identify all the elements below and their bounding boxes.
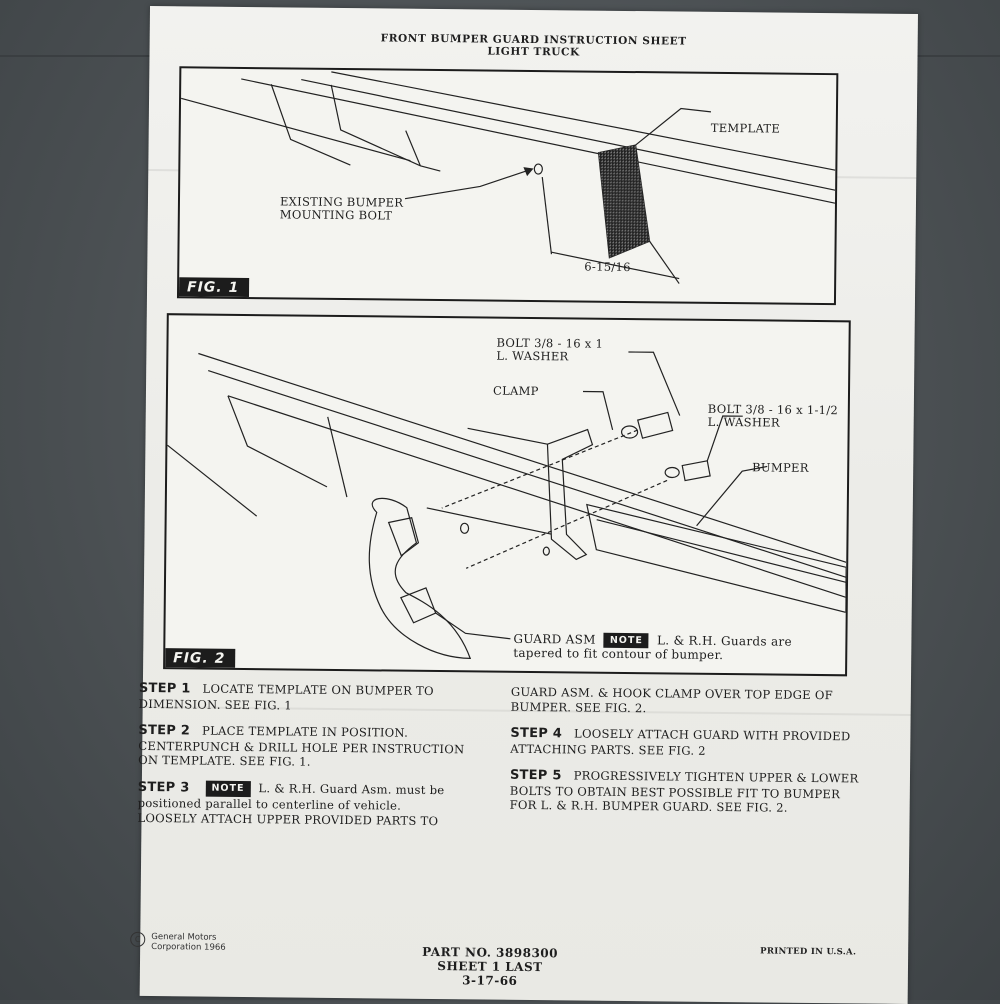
step-1-label: STEP 1 [138,680,191,697]
step-3-label: STEP 3 [137,779,190,795]
revision-date: 3-17-66 [462,973,518,988]
guard-note-line-2: tapered to fit contour of bumper. [513,645,724,663]
clamp-label: CLAMP [492,383,539,399]
part-number: PART NO. 3898300 [422,944,559,961]
step-2-label: STEP 2 [138,722,191,739]
copyright-icon: C [130,932,145,947]
guard-note-line-1: L. & R.H. Guards are [656,633,792,649]
steps-column-right [509,685,860,828]
fig1-drawing [179,68,836,303]
sheet-number: SHEET 1 LAST [437,959,543,975]
step-4 [510,726,860,760]
step-5-text: PROGRESSIVELY TIGHTEN UPPER & LOWER BOLTS TO OBTAIN BEST POSSIBLE FIT TO BUMPER FOR L. & R.H. BUMPER GUARD. SEE FIG. 2. [509,768,859,815]
step-3-text-2: LOOSELY ATTACH UPPER PROVIDED PARTS TO [137,810,439,828]
bumper-label: BUMPER [752,460,809,475]
copyright [130,932,226,953]
step-5 [510,768,860,816]
steps-section [137,680,911,828]
step-3 [137,779,487,828]
step-4-text: LOOSELY ATTACH GUARD WITH PROVIDED ATTACHING PARTS. SEE FIG. 2 [510,726,851,758]
bolt-lower-label [708,403,839,430]
step-5-label: STEP 5 [509,767,562,784]
note-badge: NOTE [604,633,649,648]
existing-bolt-line-2: MOUNTING BOLT [279,207,393,223]
instruction-sheet [134,6,918,1004]
step-2 [138,723,488,771]
guard-asm-label [513,632,792,663]
step-4-label: STEP 4 [510,725,563,742]
template-label: TEMPLATE [710,120,781,136]
fig1-label: FIG. 1 [179,277,249,297]
existing-bolt-line-1: EXISTING BUMPER [279,194,404,210]
bolt-lower-line-2: L. WASHER [707,414,780,430]
bolt-upper-line-2: L. WASHER [496,348,569,364]
step-3-note-badge: NOTE [205,780,250,797]
figure-2 [163,313,851,676]
document-title [150,30,918,62]
printed-in: PRINTED IN U.S.A. [760,946,857,958]
step-3-text: L. & R.H. Guard Asm. must be positioned parallel to centerline of vehicle. [137,780,445,813]
part-number-block [405,945,575,989]
title-line-2: LIGHT TRUCK [487,45,580,59]
guard-asm-text: GUARD ASM [513,631,596,647]
bolt-lower-line-1: BOLT 3/8 - 16 x 1-1/2 [707,401,839,418]
title-line-1: FRONT BUMPER GUARD INSTRUCTION SHEET [380,32,687,48]
existing-bolt-label [280,195,404,222]
step-2-text: PLACE TEMPLATE IN POSITION. CENTERPUNCH & DRILL HOLE PER INSTRUCTION ON TEMPLATE. SEE FIG. 1. [138,723,465,769]
bolt-upper-line-1: BOLT 3/8 - 16 x 1 [496,335,604,351]
copyright-line-1: General Motors [151,932,217,943]
step-3-continued: GUARD ASM. & HOOK CLAMP OVER TOP EDGE OF BUMPER. SEE FIG. 2. [510,684,834,715]
dimension-label: 6-15/16 [584,259,631,275]
step-1 [139,681,489,715]
fig2-drawing [165,315,849,674]
copyright-line-2: Corporation 1966 [151,942,226,953]
steps-column-left [137,681,489,841]
footer [134,932,908,988]
fig2-label: FIG. 2 [165,648,235,668]
figure-1 [177,66,838,305]
bolt-upper-label [496,337,603,364]
step-1-text: LOCATE TEMPLATE ON BUMPER TO DIMENSION. SEE FIG. 1 [138,681,434,713]
